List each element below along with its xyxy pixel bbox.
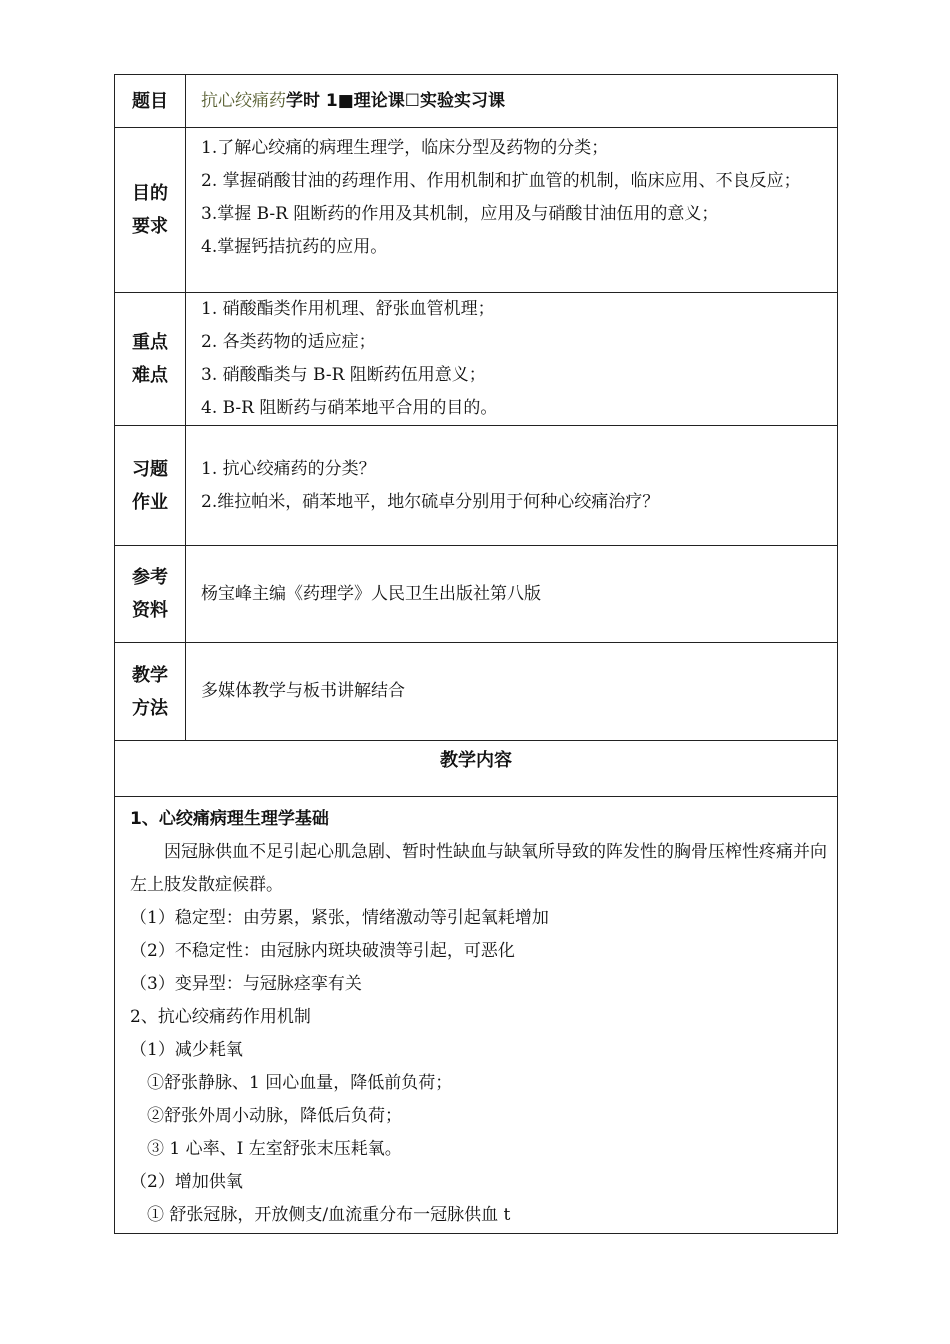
homework-item: 2.维拉帕米，硝苯地平，地尔硫卓分别用于何种心绞痛治疗？ [201, 491, 660, 512]
reference-text: 杨宝峰主编《药理学》人民卫生出版社第八版 [201, 583, 541, 604]
key-points-list [201, 293, 829, 425]
aims-item: 2. 掌握硝酸甘油的药理作用、作用机制和扩血管的机制，临床应用、不良反应； [201, 171, 801, 191]
content-body-box [130, 803, 829, 1227]
list-item: （2）不稳定性：由冠脉内斑块破溃等引起，可恶化 [130, 941, 515, 961]
key-points-label-line2: 难点 [132, 365, 168, 386]
reference-row [115, 546, 838, 643]
homework-content [186, 426, 838, 546]
sub-heading: （2）增加供氧 [130, 1172, 243, 1192]
list-item: （3）变异型：与冠脉痉挛有关 [130, 974, 362, 994]
homework-label-line2: 作业 [132, 491, 168, 513]
key-points-label [115, 293, 186, 426]
reference-label [115, 546, 186, 643]
reference-label-line1: 参考 [132, 567, 168, 588]
key-point-item: 1. 硝酸酯类作用机理、舒张血管机理； [201, 299, 495, 319]
homework-item: 1. 抗心绞痛药的分类？ [201, 458, 376, 479]
homework-row [115, 426, 838, 546]
aims-item: 1.了解心绞痛的病理生理学，临床分型及药物的分类； [201, 138, 609, 158]
title-content [186, 75, 838, 128]
section-paragraph: 因冠脉供血不足引起心肌急剧、暂时性缺血与缺氧所导致的阵发性的胸骨压榨性疼痛并向左上肢发散症候群。 [130, 842, 827, 895]
method-label [115, 643, 186, 741]
list-item: （1）稳定型：由劳累，紧张，情绪激动等引起氧耗增加 [130, 908, 549, 928]
aims-label [115, 128, 186, 293]
lesson-topic: 抗心绞痛药 [201, 90, 286, 111]
list-item: ③ 1 心率、I 左室舒张末压耗氧。 [147, 1139, 402, 1159]
content-body-row [115, 797, 838, 1234]
lesson-plan-table [114, 74, 838, 1234]
content-title-row [115, 741, 838, 797]
aims-item: 4.掌握钙拮抗药的应用。 [201, 237, 388, 257]
method-text: 多媒体教学与板书讲解结合 [201, 681, 405, 701]
key-point-item: 2. 各类药物的适应症； [201, 332, 376, 352]
aims-label-line1: 目的 [132, 183, 168, 204]
content-title: 教学内容 [115, 741, 838, 797]
key-points-row [115, 293, 838, 426]
method-row [115, 643, 838, 741]
lesson-hours-type: 学时 1■理论课☐实验实习课 [286, 90, 506, 111]
homework-label [115, 426, 186, 546]
content-body [115, 797, 838, 1234]
key-point-item: 3. 硝酸酯类与 B-R 阻断药伍用意义； [201, 365, 486, 385]
aims-row [115, 128, 838, 293]
key-point-item: 4. B-R 阻断药与硝苯地平合用的目的。 [201, 398, 498, 418]
aims-content [186, 128, 838, 293]
aims-list [201, 128, 829, 292]
method-label-line1: 教学 [132, 664, 168, 686]
section-heading: 1、心绞痛病理生理学基础 [130, 809, 329, 829]
list-item: ①舒张静脉、1 回心血量，降低前负荷； [147, 1073, 453, 1093]
title-label-text: 题目 [132, 90, 168, 112]
title-row [115, 75, 838, 128]
sub-heading: （1）减少耗氧 [130, 1040, 243, 1060]
homework-label-line1: 习题 [132, 458, 168, 480]
lesson-title [201, 91, 505, 111]
key-points-label-line1: 重点 [132, 332, 168, 353]
section-heading: 2、抗心绞痛药作用机制 [130, 1007, 311, 1027]
reference-content [186, 546, 838, 643]
method-content [186, 643, 838, 741]
aims-label-line2: 要求 [132, 216, 168, 237]
key-points-content [186, 293, 838, 426]
reference-label-line2: 资料 [132, 600, 168, 621]
list-item: ① 舒张冠脉，开放侧支/血流重分布一冠脉供血 t [147, 1205, 511, 1225]
method-label-line2: 方法 [132, 697, 168, 719]
aims-item: 3.掌握 B-R 阻断药的作用及其机制，应用及与硝酸甘油伍用的意义； [201, 204, 719, 224]
title-label [115, 75, 186, 128]
list-item: ②舒张外周小动脉，降低后负荷； [147, 1106, 402, 1126]
